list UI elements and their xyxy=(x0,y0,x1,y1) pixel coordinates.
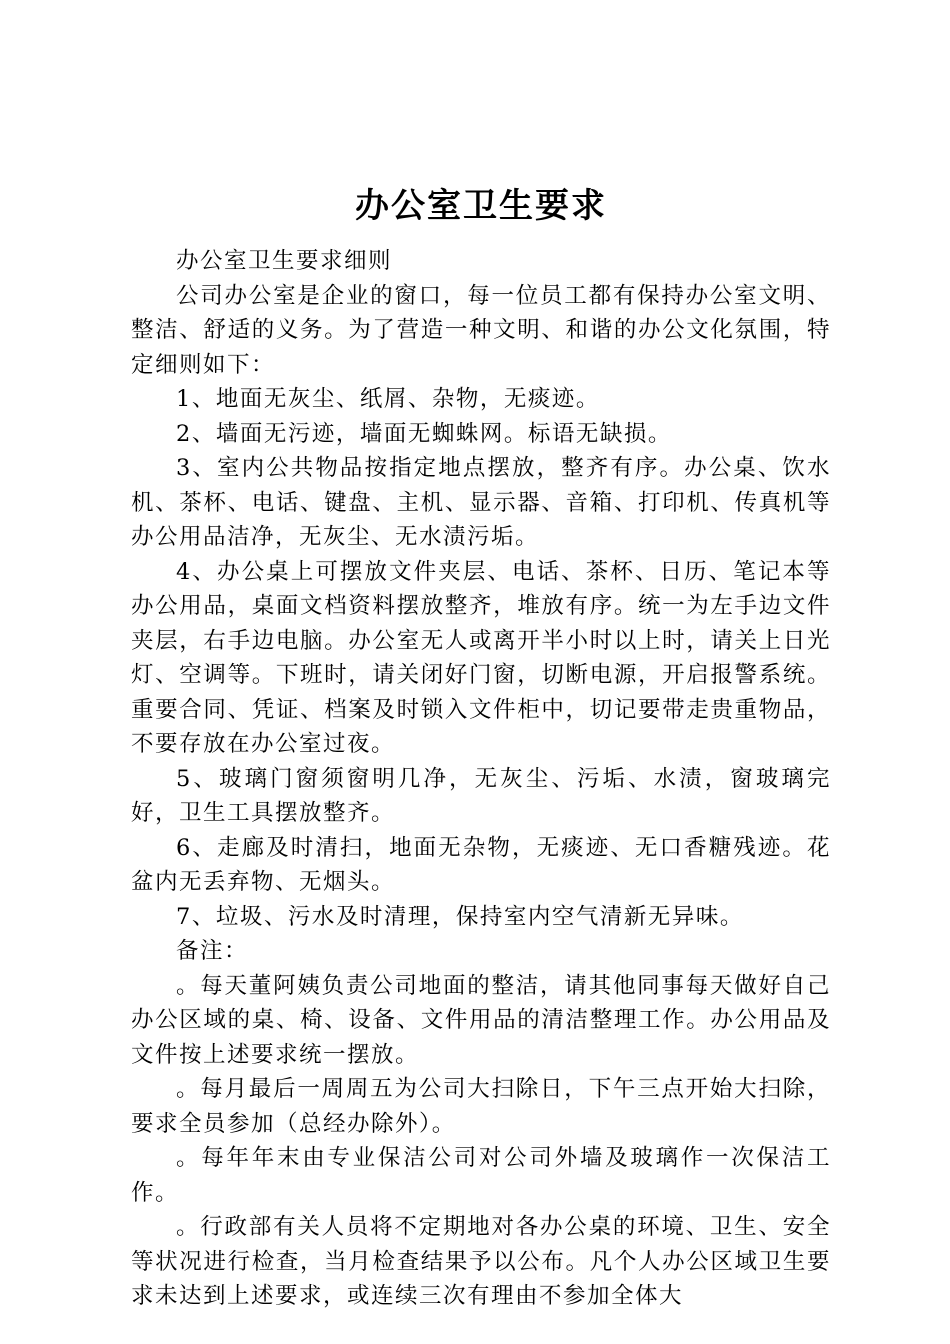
document-page xyxy=(131,180,831,1314)
subtitle-paragraph: 办公室卫生要求细则 xyxy=(176,248,393,274)
note-3-paragraph: 。每年年末由专业保洁公司对公司外墙及玻璃作一次保洁工作。 xyxy=(131,1145,831,1206)
rule-2-paragraph: 2、墙面无污迹，墙面无蜘蛛网。标语无缺损。 xyxy=(176,420,672,447)
rule-1-paragraph: 1、地面无灰尘、纸屑、杂物，无痰迹。 xyxy=(176,386,600,412)
intro-paragraph: 公司办公室是企业的窗口，每一位员工都有保持办公室文明、整洁、舒适的义务。为了营造一种文明、和谐的办公文化氛围，特定细则如下： xyxy=(131,282,831,378)
rule-4-paragraph: 4、办公桌上可摆放文件夹层、电话、茶杯、日历、笔记本等办公用品，桌面文档资料摆放整齐，堆放有序。统一为左手边文件夹层，右手边电脑。办公室无人或离开半小时以上时，请关上日光灯、空调等。下班时，请关闭好门窗，切断电源，开启报警系统。重要合同、凭证、档案及时锁入文件柜中，切记要带走贵重物品，不要存放在办公室过夜。 xyxy=(131,558,831,757)
rule-7-paragraph: 7、垃圾、污水及时清理，保持室内空气清新无异味。 xyxy=(176,903,744,930)
note-4-paragraph: 。行政部有关人员将不定期地对各办公桌的环境、卫生、安全等状况进行检查，当月检查结果予以公布。凡个人办公区域卫生要求未达到上述要求，或连续三次有理由不参加全体大 xyxy=(131,1214,831,1309)
note-2-paragraph: 。每月最后一周周五为公司大扫除日，下午三点开始大扫除，要求全员参加（总经办除外）。 xyxy=(131,1076,831,1137)
rule-6-paragraph: 6、走廊及时清扫，地面无杂物，无痰迹、无口香糖残迹。花盆内无丢弃物、无烟头。 xyxy=(131,834,831,895)
document-title: 办公室卫生要求 xyxy=(355,186,607,226)
note-1-paragraph: 。每天董阿姨负责公司地面的整洁，请其他同事每天做好自己办公区域的桌、椅、设备、文件用品的清洁整理工作。办公用品及文件按上述要求统一摆放。 xyxy=(131,972,831,1068)
notes-heading: 备注： xyxy=(176,938,249,964)
rule-5-paragraph: 5、玻璃门窗须窗明几净，无灰尘、污垢、水渍，窗玻璃完好，卫生工具摆放整齐。 xyxy=(131,765,831,826)
rule-3-paragraph: 3、室内公共物品按指定地点摆放，整齐有序。办公桌、饮水机、茶杯、电话、键盘、主机、显示器、音箱、打印机、传真机等办公用品洁净，无灰尘、无水渍污垢。 xyxy=(131,455,831,550)
